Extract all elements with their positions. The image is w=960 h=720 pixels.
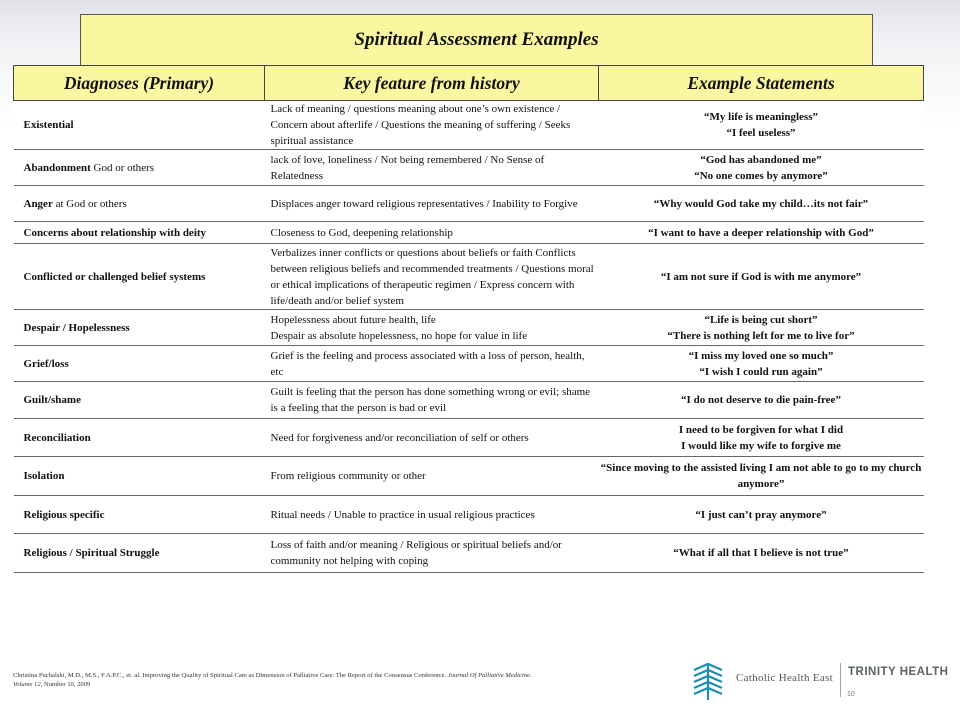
diagnosis-name: Concerns about relationship with deity xyxy=(23,226,207,239)
key-feature-cell xyxy=(265,186,599,222)
key-feature-cell xyxy=(265,419,599,457)
key-feature-cell xyxy=(265,457,599,496)
key-feature-cell xyxy=(265,310,599,346)
key-feature-cell xyxy=(265,244,599,310)
diagnosis-cell xyxy=(14,457,265,496)
header-key-feature: Key feature from history xyxy=(265,66,599,101)
diagnosis-name: Existential xyxy=(23,119,74,131)
example-statement: “I just can’t pray anymore” xyxy=(695,508,827,521)
example-statement-cell xyxy=(599,419,924,457)
diagnosis-name: Anger xyxy=(23,197,53,210)
key-feature-text: Closeness to God, deepening relationship xyxy=(270,226,453,239)
table-row xyxy=(14,419,924,457)
example-statement: “Why would God take my child…its not fair” xyxy=(653,197,869,210)
diagnosis-name: Reconciliation xyxy=(23,431,91,444)
diagnosis-name: Isolation xyxy=(23,470,65,482)
example-statement-cell xyxy=(599,534,924,573)
key-feature-text: lack of love, loneliness / Not being remembered / No Sense of Relatedness xyxy=(270,153,545,182)
example-statement-cell xyxy=(599,346,924,382)
key-feature-text: Grief is the feeling and process associated with a loss of person, health, etc xyxy=(270,349,585,378)
table-row xyxy=(14,101,924,150)
citation-issue: Number 10, 2009 xyxy=(42,680,91,688)
example-statement: “My life is meaningless” xyxy=(704,111,818,123)
example-statement-cell xyxy=(599,496,924,534)
diagnosis-cell xyxy=(14,186,265,222)
example-statement: I would like my wife to forgive me xyxy=(681,439,841,452)
example-statement-cell xyxy=(599,310,924,346)
example-statement: “I miss my loved one so much” xyxy=(688,349,834,362)
key-feature-text: Verbalizes inner conflicts or questions about beliefs or faith Conflicts between religious beliefs and recommended treatments / Questions moral or ethical implications of therapeutic regimen / Express concern with life/death and/or belief system xyxy=(270,246,594,307)
diagnosis-cell xyxy=(14,222,265,244)
diagnosis-name: Conflicted or challenged belief systems xyxy=(23,270,206,283)
example-statement: “God has abandoned me” xyxy=(700,153,822,166)
table-row xyxy=(14,244,924,310)
example-statement-cell xyxy=(599,244,924,310)
diagnosis-name: Religious specific xyxy=(23,508,105,521)
table-row xyxy=(14,382,924,419)
table-row xyxy=(14,496,924,534)
diagnosis-qualifier: God or others xyxy=(90,161,154,174)
key-feature-text: Displaces anger toward religious representatives / Inability to Forgive xyxy=(270,197,578,210)
diagnosis-qualifier: at God or others xyxy=(52,197,127,210)
example-statement-cell xyxy=(599,186,924,222)
key-feature-cell xyxy=(265,150,599,186)
example-statement-cell xyxy=(599,150,924,186)
diagnosis-cell xyxy=(14,101,265,150)
assessment-table xyxy=(13,65,924,573)
table-body xyxy=(14,101,924,573)
key-feature-cell xyxy=(265,346,599,382)
key-feature-text: Need for forgiveness and/or reconciliation of self or others xyxy=(270,431,529,444)
trinity-health-logo-text: TRINITY HEALTH xyxy=(848,666,949,678)
key-feature-text: Lack of meaning / questions meaning about one’s own existence / Concern about afterlife / Questions the meaning of suffering / Seeks spiritual assistance xyxy=(270,103,571,147)
key-feature-text: Loss of faith and/or meaning / Religious or spiritual beliefs and/or community not helping with coping xyxy=(270,539,562,567)
key-feature-cell xyxy=(265,101,599,150)
header-example-statements: Example Statements xyxy=(599,66,924,101)
diagnosis-cell xyxy=(14,534,265,573)
example-statement: “No one comes by anymore” xyxy=(694,169,828,182)
header-diagnoses: Diagnoses (Primary) xyxy=(14,66,265,101)
example-statement: “Since moving to the assisted living I am not able to go to my church anymore” xyxy=(600,462,922,490)
table-header-row xyxy=(14,66,924,101)
citation-text: Christina Puchalski, M.D., M.S., F.A.P.C., et. al. Improving the Quality of Spiritual Care as Dimension of Palliative Care: The Report of the Consensus Conference. xyxy=(13,672,447,679)
example-statement-cell xyxy=(599,101,924,150)
example-statement: “I am not sure if God is with me anymore” xyxy=(660,270,862,283)
key-feature-text: From religious community or other xyxy=(270,470,426,482)
example-statement: “What if all that I believe is not true” xyxy=(673,547,849,559)
diagnosis-name: Guilt/shame xyxy=(23,394,81,406)
key-feature-cell xyxy=(265,222,599,244)
diagnosis-cell xyxy=(14,382,265,419)
key-feature-text: Guilt is feeling that the person has done something wrong or evil; shame is a feeling that the person is bad or evil xyxy=(270,386,591,414)
catholic-health-east-logo-icon xyxy=(688,662,728,702)
logo-divider xyxy=(840,663,841,697)
key-feature-cell xyxy=(265,534,599,573)
table-row xyxy=(14,222,924,244)
example-statement: I need to be forgiven for what I did xyxy=(678,423,844,436)
key-feature-cell xyxy=(265,382,599,419)
example-statement: “I want to have a deeper relationship with God” xyxy=(648,226,874,239)
example-statement: “I do not deserve to die pain-free” xyxy=(681,394,841,406)
table-row xyxy=(14,310,924,346)
example-statement: “There is nothing left for me to live for” xyxy=(667,329,855,342)
page-number: 10 xyxy=(847,691,855,698)
diagnosis-name: Despair / Hopelessness xyxy=(23,321,130,334)
key-feature-cell xyxy=(265,496,599,534)
slide-title xyxy=(80,14,873,66)
diagnosis-cell xyxy=(14,346,265,382)
example-statement-cell xyxy=(599,382,924,419)
table-row xyxy=(14,186,924,222)
example-statement: “Life is being cut short” xyxy=(704,313,818,326)
diagnosis-cell xyxy=(14,310,265,346)
key-feature-text: Hopelessness about future health, life xyxy=(270,313,436,326)
example-statement: “I wish I could run again” xyxy=(699,365,823,378)
table-row xyxy=(14,346,924,382)
example-statement-cell xyxy=(599,222,924,244)
catholic-health-east-logo-text: Catholic Health East xyxy=(736,672,834,684)
logo-area xyxy=(688,659,950,717)
table-row xyxy=(14,457,924,496)
table-row xyxy=(14,534,924,573)
key-feature-text: Despair as absolute hopelessness, no hope for value in life xyxy=(270,329,528,342)
diagnosis-cell xyxy=(14,419,265,457)
table-row xyxy=(14,150,924,186)
trinity-health-logo xyxy=(848,666,949,678)
diagnosis-cell xyxy=(14,244,265,310)
diagnosis-cell xyxy=(14,150,265,186)
citation-journal: Journal Of Palliative Medicine. Volume 12, xyxy=(13,672,532,688)
citation xyxy=(13,672,533,689)
diagnosis-cell xyxy=(14,496,265,534)
slide-title-text: Spiritual Assessment Examples xyxy=(354,29,599,50)
diagnosis-name: Abandonment xyxy=(23,161,91,174)
key-feature-text: Ritual needs / Unable to practice in usual religious practices xyxy=(270,508,535,521)
example-statement: “I feel useless” xyxy=(726,127,796,139)
diagnosis-name: Grief/loss xyxy=(23,357,69,370)
diagnosis-name: Religious / Spiritual Struggle xyxy=(23,547,160,559)
example-statement-cell xyxy=(599,457,924,496)
